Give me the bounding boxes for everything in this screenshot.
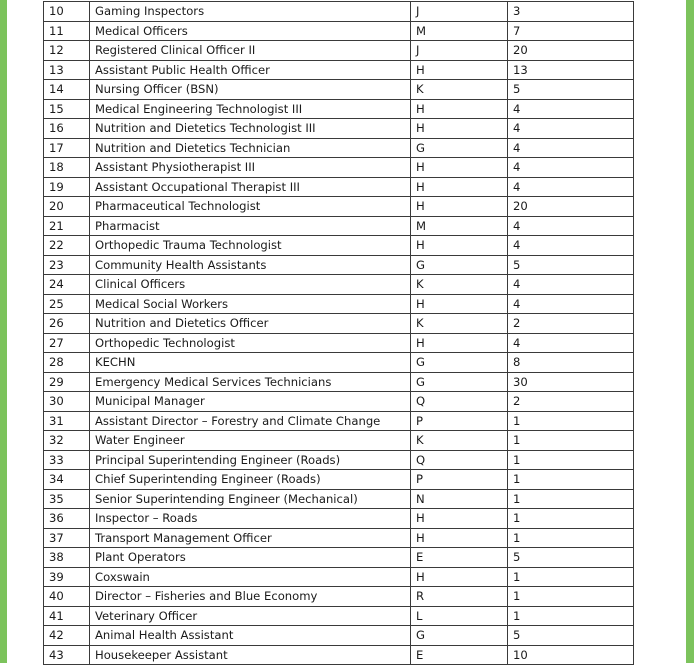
vacancy-count-cell: 4	[508, 236, 634, 256]
row-number-cell: 25	[44, 294, 90, 314]
job-grade-cell: M	[411, 216, 508, 236]
post-title-cell: Nutrition and Dietetics Technician	[90, 138, 411, 158]
table-row	[44, 236, 634, 256]
table-row	[44, 645, 634, 665]
post-title-cell: Medical Social Workers	[90, 294, 411, 314]
row-number-cell: 34	[44, 470, 90, 490]
table-row	[44, 119, 634, 139]
table-row	[44, 372, 634, 392]
job-grade-cell: H	[411, 197, 508, 217]
row-number-cell: 19	[44, 177, 90, 197]
post-title-cell: Clinical Officers	[90, 275, 411, 295]
row-number-cell: 13	[44, 60, 90, 80]
vacancy-count-cell: 4	[508, 177, 634, 197]
vacancy-count-cell: 2	[508, 314, 634, 334]
page-border-right	[686, 0, 694, 663]
row-number-cell: 26	[44, 314, 90, 334]
table-row	[44, 489, 634, 509]
vacancy-count-cell: 1	[508, 567, 634, 587]
job-grade-cell: G	[411, 372, 508, 392]
vacancy-count-cell: 4	[508, 119, 634, 139]
job-grade-cell: E	[411, 548, 508, 568]
table-row	[44, 275, 634, 295]
vacancy-count-cell: 1	[508, 509, 634, 529]
post-title-cell: Emergency Medical Services Technicians	[90, 372, 411, 392]
row-number-cell: 42	[44, 626, 90, 646]
post-title-cell: Water Engineer	[90, 431, 411, 451]
job-grade-cell: G	[411, 353, 508, 373]
post-title-cell: Orthopedic Technologist	[90, 333, 411, 353]
row-number-cell: 30	[44, 392, 90, 412]
job-grade-cell: E	[411, 645, 508, 665]
table-row	[44, 606, 634, 626]
post-title-cell: Director – Fisheries and Blue Economy	[90, 587, 411, 607]
post-title-cell: Senior Superintending Engineer (Mechanical)	[90, 489, 411, 509]
table-row	[44, 2, 634, 22]
row-number-cell: 41	[44, 606, 90, 626]
job-grade-cell: K	[411, 80, 508, 100]
row-number-cell: 14	[44, 80, 90, 100]
row-number-cell: 15	[44, 99, 90, 119]
post-title-cell: Registered Clinical Officer II	[90, 41, 411, 61]
row-number-cell: 20	[44, 197, 90, 217]
job-grade-cell: K	[411, 314, 508, 334]
table-row	[44, 353, 634, 373]
vacancy-count-cell: 2	[508, 392, 634, 412]
row-number-cell: 12	[44, 41, 90, 61]
vacancy-count-cell: 4	[508, 275, 634, 295]
job-grade-cell: L	[411, 606, 508, 626]
table-row	[44, 177, 634, 197]
vacancy-count-cell: 10	[508, 645, 634, 665]
post-title-cell: Nutrition and Dietetics Officer	[90, 314, 411, 334]
job-grade-cell: H	[411, 567, 508, 587]
post-title-cell: Chief Superintending Engineer (Roads)	[90, 470, 411, 490]
job-grade-cell: K	[411, 275, 508, 295]
job-grade-cell: J	[411, 41, 508, 61]
job-grade-cell: P	[411, 411, 508, 431]
post-title-cell: Animal Health Assistant	[90, 626, 411, 646]
table-row	[44, 158, 634, 178]
job-grade-cell: H	[411, 60, 508, 80]
vacancy-count-cell: 3	[508, 2, 634, 22]
table-row	[44, 333, 634, 353]
row-number-cell: 11	[44, 21, 90, 41]
row-number-cell: 17	[44, 138, 90, 158]
vacancy-count-cell: 4	[508, 294, 634, 314]
vacancy-count-cell: 1	[508, 450, 634, 470]
post-title-cell: Medical Engineering Technologist III	[90, 99, 411, 119]
job-grade-cell: R	[411, 587, 508, 607]
table-row	[44, 255, 634, 275]
table-row	[44, 294, 634, 314]
row-number-cell: 35	[44, 489, 90, 509]
row-number-cell: 43	[44, 645, 90, 665]
job-grade-cell: H	[411, 99, 508, 119]
post-title-cell: Nursing Officer (BSN)	[90, 80, 411, 100]
row-number-cell: 29	[44, 372, 90, 392]
vacancy-count-cell: 4	[508, 158, 634, 178]
vacancy-count-cell: 1	[508, 411, 634, 431]
vacancies-table	[43, 1, 634, 665]
row-number-cell: 33	[44, 450, 90, 470]
vacancy-count-cell: 8	[508, 353, 634, 373]
vacancy-count-cell: 7	[508, 21, 634, 41]
post-title-cell: Principal Superintending Engineer (Roads)	[90, 450, 411, 470]
vacancy-count-cell: 4	[508, 138, 634, 158]
post-title-cell: Gaming Inspectors	[90, 2, 411, 22]
vacancy-count-cell: 4	[508, 216, 634, 236]
table-row	[44, 626, 634, 646]
job-grade-cell: K	[411, 431, 508, 451]
post-title-cell: Assistant Director – Forestry and Climate Change	[90, 411, 411, 431]
vacancy-count-cell: 30	[508, 372, 634, 392]
table-row	[44, 41, 634, 61]
post-title-cell: Assistant Occupational Therapist III	[90, 177, 411, 197]
job-grade-cell: H	[411, 509, 508, 529]
post-title-cell: Coxswain	[90, 567, 411, 587]
table-row	[44, 60, 634, 80]
vacancy-count-cell: 5	[508, 626, 634, 646]
vacancy-count-cell: 4	[508, 99, 634, 119]
row-number-cell: 28	[44, 353, 90, 373]
post-title-cell: Assistant Public Health Officer	[90, 60, 411, 80]
row-number-cell: 38	[44, 548, 90, 568]
table-row	[44, 21, 634, 41]
job-grade-cell: G	[411, 138, 508, 158]
post-title-cell: Transport Management Officer	[90, 528, 411, 548]
vacancy-count-cell: 4	[508, 333, 634, 353]
job-grade-cell: N	[411, 489, 508, 509]
table-row	[44, 392, 634, 412]
post-title-cell: Medical Officers	[90, 21, 411, 41]
row-number-cell: 40	[44, 587, 90, 607]
vacancy-count-cell: 5	[508, 80, 634, 100]
row-number-cell: 32	[44, 431, 90, 451]
post-title-cell: Assistant Physiotherapist III	[90, 158, 411, 178]
vacancies-table-body	[44, 2, 634, 665]
vacancy-count-cell: 1	[508, 489, 634, 509]
row-number-cell: 22	[44, 236, 90, 256]
table-row	[44, 431, 634, 451]
row-number-cell: 10	[44, 2, 90, 22]
row-number-cell: 18	[44, 158, 90, 178]
row-number-cell: 21	[44, 216, 90, 236]
table-row	[44, 548, 634, 568]
post-title-cell: Community Health Assistants	[90, 255, 411, 275]
vacancy-count-cell: 1	[508, 431, 634, 451]
job-grade-cell: H	[411, 177, 508, 197]
job-grade-cell: H	[411, 236, 508, 256]
post-title-cell: Housekeeper Assistant	[90, 645, 411, 665]
row-number-cell: 31	[44, 411, 90, 431]
row-number-cell: 39	[44, 567, 90, 587]
document-page	[7, 0, 686, 663]
table-row	[44, 509, 634, 529]
row-number-cell: 24	[44, 275, 90, 295]
table-row	[44, 197, 634, 217]
vacancy-count-cell: 1	[508, 587, 634, 607]
job-grade-cell: G	[411, 255, 508, 275]
row-number-cell: 37	[44, 528, 90, 548]
vacancy-count-cell: 1	[508, 528, 634, 548]
table-row	[44, 216, 634, 236]
page-border-left	[0, 0, 7, 663]
table-row	[44, 314, 634, 334]
vacancy-count-cell: 20	[508, 41, 634, 61]
table-row	[44, 587, 634, 607]
job-grade-cell: H	[411, 158, 508, 178]
post-title-cell: Plant Operators	[90, 548, 411, 568]
row-number-cell: 23	[44, 255, 90, 275]
job-grade-cell: H	[411, 333, 508, 353]
row-number-cell: 16	[44, 119, 90, 139]
vacancy-count-cell: 1	[508, 470, 634, 490]
job-grade-cell: H	[411, 294, 508, 314]
vacancy-count-cell: 20	[508, 197, 634, 217]
vacancy-count-cell: 5	[508, 548, 634, 568]
post-title-cell: Pharmaceutical Technologist	[90, 197, 411, 217]
table-row	[44, 567, 634, 587]
job-grade-cell: H	[411, 528, 508, 548]
table-row	[44, 411, 634, 431]
vacancy-count-cell: 1	[508, 606, 634, 626]
job-grade-cell: P	[411, 470, 508, 490]
table-row	[44, 80, 634, 100]
job-grade-cell: M	[411, 21, 508, 41]
table-row	[44, 99, 634, 119]
post-title-cell: Municipal Manager	[90, 392, 411, 412]
post-title-cell: Pharmacist	[90, 216, 411, 236]
post-title-cell: Nutrition and Dietetics Technologist III	[90, 119, 411, 139]
row-number-cell: 36	[44, 509, 90, 529]
post-title-cell: Veterinary Officer	[90, 606, 411, 626]
post-title-cell: Orthopedic Trauma Technologist	[90, 236, 411, 256]
post-title-cell: KECHN	[90, 353, 411, 373]
post-title-cell: Inspector – Roads	[90, 509, 411, 529]
table-row	[44, 138, 634, 158]
table-row	[44, 450, 634, 470]
vacancy-count-cell: 13	[508, 60, 634, 80]
row-number-cell: 27	[44, 333, 90, 353]
job-grade-cell: H	[411, 119, 508, 139]
table-row	[44, 528, 634, 548]
table-row	[44, 470, 634, 490]
job-grade-cell: Q	[411, 450, 508, 470]
job-grade-cell: Q	[411, 392, 508, 412]
job-grade-cell: G	[411, 626, 508, 646]
vacancy-count-cell: 5	[508, 255, 634, 275]
job-grade-cell: J	[411, 2, 508, 22]
